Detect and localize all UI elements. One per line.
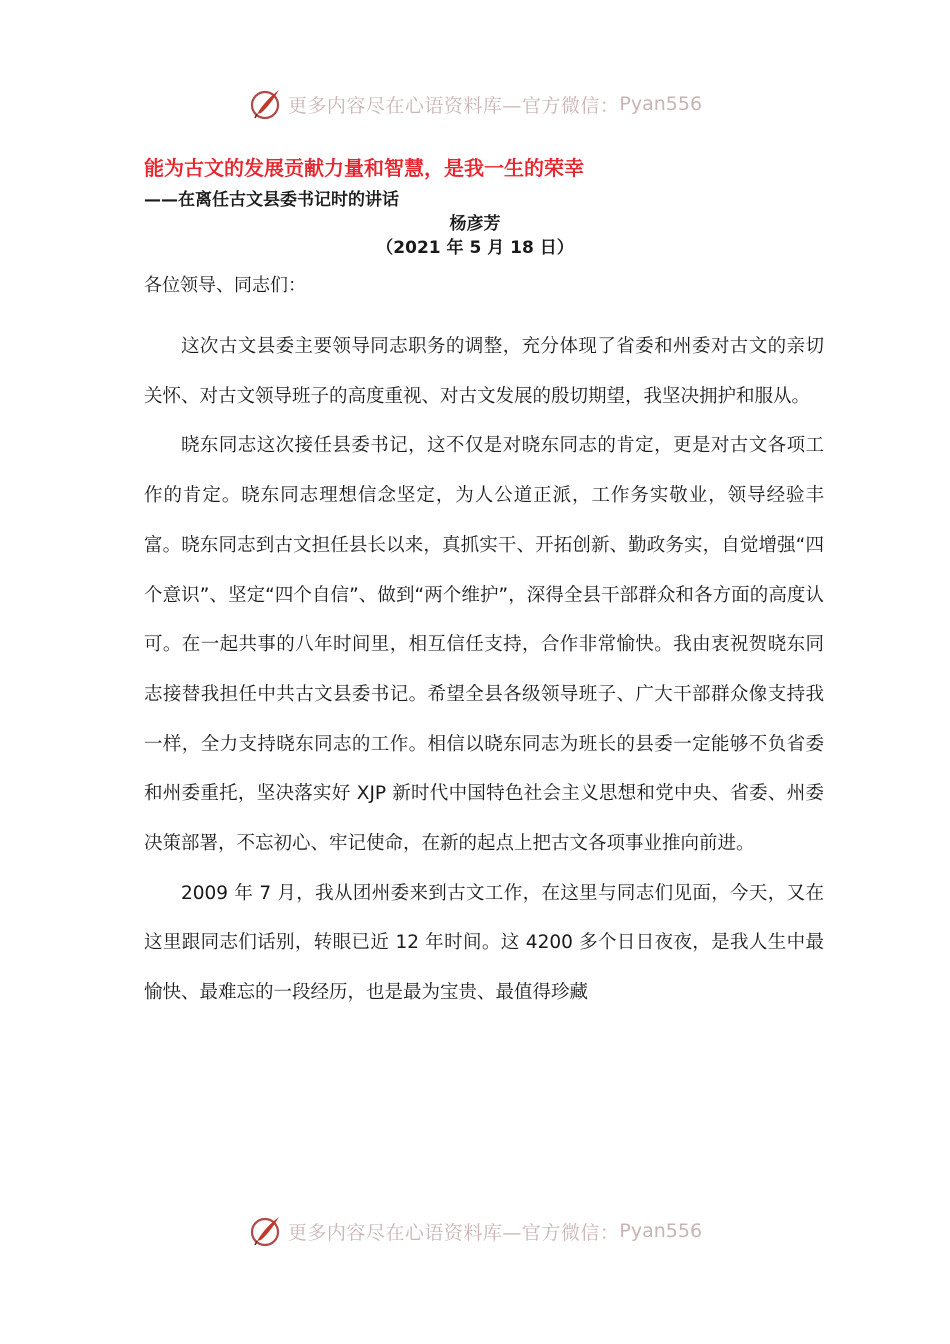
paragraph-2: 晓东同志这次接任县委书记，这不仅是对晓东同志的肯定，更是对古文各项工作的肯定。晓东同志理想信念坚定，为人公道正派，工作务实敬业，领导经验丰富。晓东同志到古文担任县长以来，真抓实干、开拓创新、勤政务实，自觉增强“四个意识”、坚定“四个自信”、做到“两个维护”，深得全县干部群众和各方面的高度认可。在一起共事的八年时间里，相互信任支持，合作非常愉快。我由衷祝贺晓东同志接替我担任中共古文县委书记。希望全县各级领导班子、广大干部群众像支持我一样，全力支持晓东同志的工作。相信以晓东同志为班长的县委一定能够不负省委和州委重托，坚决落实好 XJP 新时代中国特色社会主义思想和党中央、省委、州委决策部署，不忘初心、牢记使命，在新的起点上把古文各项事业推向前进。 (144, 435, 824, 855)
quill-pen-logo-icon (248, 1213, 284, 1249)
document-subtitle: ——在离任古文县委书记时的讲话 (144, 190, 399, 210)
header-watermark-banner (0, 84, 950, 124)
banner-text: 更多内容尽在心语资料库—官方微信： (287, 1221, 620, 1244)
paragraph-1: 这次古文县委主要领导同志职务的调整，充分体现了省委和州委对古文的亲切关怀、对古文领导班子的高度重视、对古文发展的殷切期望，我坚决拥护和服从。 (144, 336, 824, 407)
footer-watermark-banner (0, 1211, 950, 1251)
quill-pen-logo-icon (248, 86, 284, 122)
document-author: 杨彦芳 (449, 214, 501, 234)
salutation: 各位领导、同志们： (144, 275, 306, 296)
document-body (144, 150, 824, 1018)
banner-wechat-id: Pyan556 (619, 1220, 703, 1242)
paragraph-3: 2009 年 7 月，我从团州委来到古文工作，在这里与同志们见面，今天，又在这里跟同志们话别，转眼已近 12 年时间。这 4200 多个日日夜夜，是我人生中最愉快、最难忘的一段经历，也是最为宝贵、最值得珍藏 (144, 882, 824, 1004)
banner-wechat-id: Pyan556 (619, 93, 703, 115)
document-title: 能为古文的发展贡献力量和智慧，是我一生的荣幸 (144, 156, 584, 180)
banner-text: 更多内容尽在心语资料库—官方微信： (287, 94, 620, 117)
document-date: （2021 年 5 月 18 日） (376, 238, 574, 258)
